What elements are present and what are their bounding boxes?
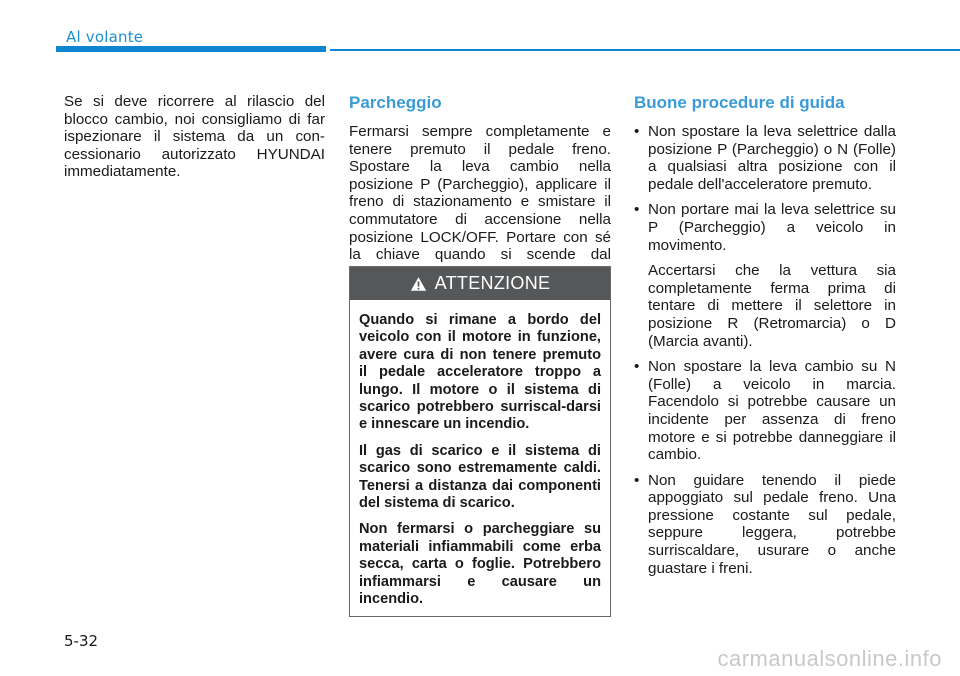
list-item-text: • Non portare mai la leva selettrice su P (Parcheggio) a veicolo in movimento. — [648, 201, 896, 254]
section-title: Al volante — [66, 28, 144, 46]
warning-triangle-icon — [410, 276, 427, 292]
warning-paragraph: Il gas di scarico e il sistema di scarico sono estremamente caldi. Tenersi a distanza dai componenti del sistema di scarico. — [359, 442, 601, 512]
warning-body — [350, 300, 610, 609]
parking-heading: Parcheggio — [349, 93, 442, 112]
warning-header — [350, 267, 610, 300]
parking-paragraph: Fermarsi sempre completamente e tenere premuto il pedale freno. Spostare la leva cambio nella posizione P (Parcheggio), applicare il freno di stazionamento e smistare il commutatore di accensione nella posizione LOCK/OFF. Portare con sé la chiave quando si scende dal — [349, 123, 611, 264]
column-left — [64, 93, 325, 181]
warning-label: ATTENZIONE — [434, 273, 551, 293]
intro-paragraph: Se si deve ricorrere al rilascio del blocco cambio, noi consigliamo di far ispezionare il sistema da un con-cessionario autorizzato HYUNDAI immediatamente. — [64, 93, 325, 181]
list-item-text: • Non spostare la leva selettrice dalla posizione P (Parcheggio) o N (Folle) a qualsiasi altra posizione con il pedale dell'acceleratore premuto. — [648, 123, 896, 193]
good-driving-heading: Buone procedure di guida — [634, 93, 845, 112]
list-item — [634, 123, 896, 193]
column-right — [634, 93, 896, 585]
watermark: carmanualsonline.info — [717, 646, 942, 671]
list-item-subtext: Accertarsi che la vettura sia completamente ferma prima di tentare di mettere il selettore in posizione R (Retromarcia) o D (Marcia avanti). — [648, 262, 896, 350]
list-item-text: • Non spostare la leva cambio su N (Folle) a veicolo in marcia. Facendolo si potrebbe causare un incidente per assenza di freno motore e si potrebbe danneggiare il cambio. — [648, 358, 896, 464]
warning-box — [349, 266, 611, 617]
header-rule-thick — [56, 46, 326, 52]
list-item — [634, 358, 896, 464]
good-driving-list — [634, 123, 896, 577]
header-rule-thin — [330, 49, 960, 51]
list-item — [634, 472, 896, 578]
column-middle — [349, 93, 611, 295]
list-item-text: • Non guidare tenendo il piede appoggiato sul pedale freno. Una pressione costante sul pedale, seppure leggera, potrebbe surriscaldare, usurare o anche guastare i freni. — [648, 471, 896, 577]
warning-paragraph: Quando si rimane a bordo del veicolo con il motore in funzione, avere cura di non tenere premuto il pedale acceleratore troppo a lungo. Il motore o il sistema di scarico potrebbero surriscal-darsi e innescare un incendio. — [359, 312, 601, 433]
list-item — [634, 201, 896, 350]
page-number: 5-32 — [64, 632, 99, 650]
warning-paragraph: Non fermarsi o parcheggiare su materiali infiammabili come erba secca, carta o foglie. Potrebbero infiammarsi e causare un incendio. — [359, 521, 601, 608]
